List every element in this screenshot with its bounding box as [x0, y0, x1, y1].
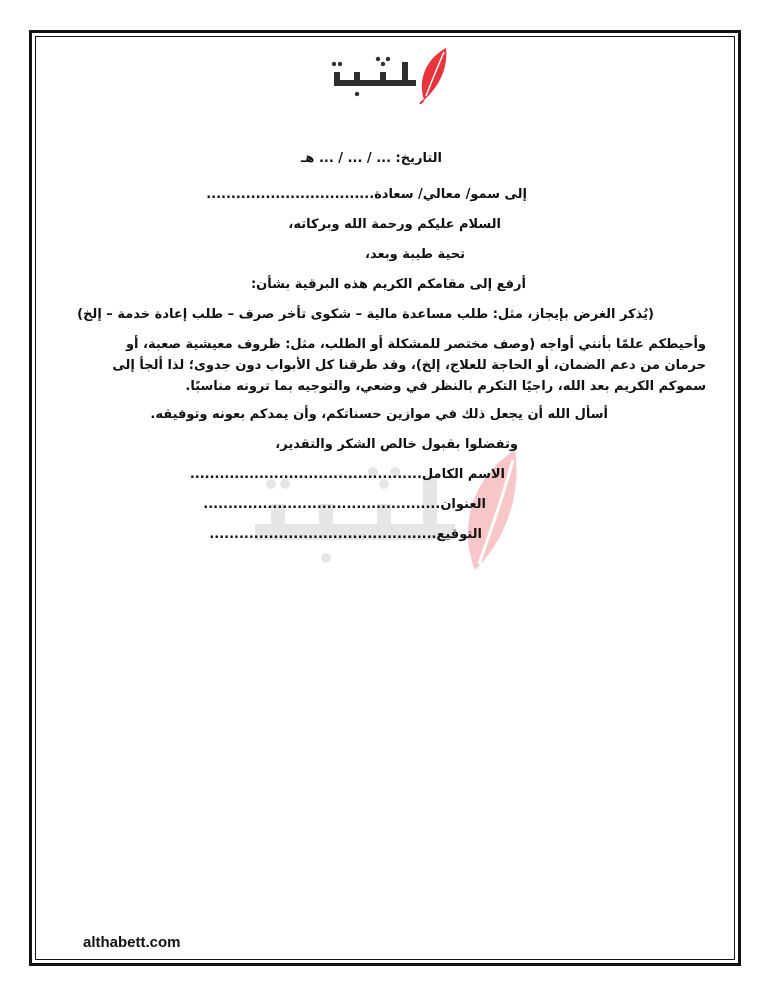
intro-line: أرفع إلى مقامكم الكريم هذه البرقية بشأن: — [250, 277, 526, 292]
recipient-line: إلى سمو/ معالي/ سعادة.................................. — [206, 187, 527, 202]
althabet-logo — [320, 42, 460, 104]
date-line: التاريخ: ... / ... / ... هـ — [300, 151, 442, 166]
website-footer[interactable]: althabett.com — [83, 934, 181, 951]
closing-line: وتفضلوا بقبول خالص الشكر والتقدير، — [275, 437, 518, 452]
purpose-line: (يُذكر الغرض بإيجاز، مثل: طلب مساعدة مالية – شكوى تأخر صرف – طلب إعادة خدمة – إلخ) — [77, 307, 654, 322]
name-field[interactable]: الاسم الكامل............................................... — [189, 467, 505, 482]
prayer-line: أسأل الله أن يجعل ذلك في موازين حسناتكم، وأن يمدكم بعونه وتوفيقه. — [150, 407, 608, 422]
signature-field[interactable]: التوقيع.............................................. — [209, 527, 482, 542]
greeting-line: السلام عليكم ورحمة الله وبركاته، — [288, 217, 501, 232]
salutation-line: تحية طيبة وبعد، — [365, 247, 465, 262]
body-paragraph: وأحيطكم علمًا بأنني أواجه (وصف مختصر للمشكلة أو الطلب، مثل: ظروف معيشية صعبة، أو حرمان من دعم الضمان، أو الحاجة للعلاج، إلخ)، وقد طرقنا كل الأبواب دون جدوى؛ لذا ألجأ إلى سموكم الكريم بعد الله، راجيًا التكرم بالنظر في وضعي، والتوجيه بما ترونه مناسبًا. — [112, 337, 706, 394]
address-field[interactable]: العنوان................................................ — [203, 497, 486, 512]
